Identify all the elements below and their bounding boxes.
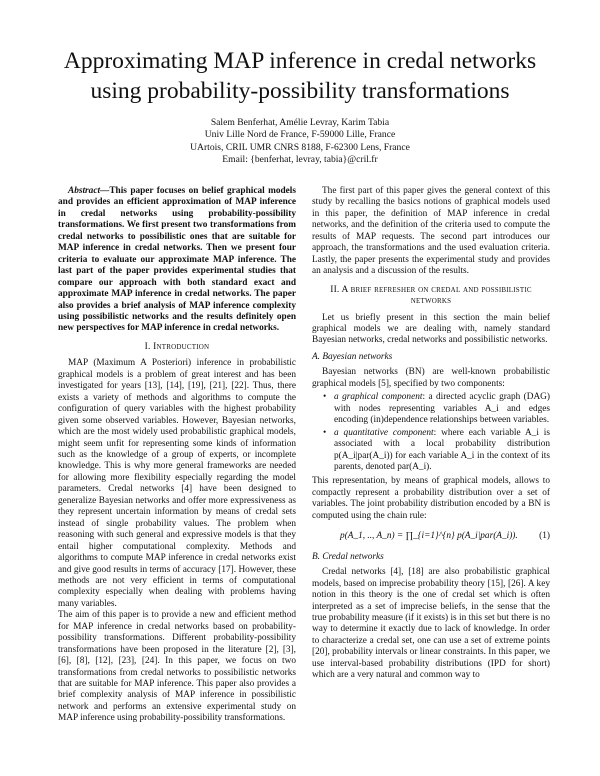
list-item-emphasis: a quantitative component: [334, 427, 434, 438]
equation-number: (1): [539, 531, 550, 542]
bayesian-paragraph: Bayesian networks (BN) are well-known probabilistic graphical models [5], specified by two components:: [312, 367, 550, 389]
list-item: [334, 392, 550, 426]
equation-formula: p(A_1, .., A_n) = ∏_{i=1}^{n} p(A_i|par(A_i)).: [340, 531, 518, 542]
abstract: [58, 186, 296, 335]
chain-rule-equation: [312, 531, 550, 542]
abstract-label: Abstract: [68, 186, 101, 196]
intro-paragraph-2: The aim of this paper is to provide a new and efficient method for MAP inference in credal networks based on probability-possibility transformations. Different probability-possibility transformations have been proposed in the literature [2], [3], [6], [8], [12], [23], [24]. In this paper, we focus on two transformations from credal networks to possibilistic networks that are suitable for MAP inference. This paper also provides a brief complexity analysis of MAP inference in possibilistic network and performs an extensive experimental study on MAP inference using probability-possibility transformations.: [58, 610, 296, 724]
author-email: Email: {benferhat, levray, tabia}@cril.fr: [222, 153, 378, 165]
author-block: [60, 117, 540, 166]
list-item-text: : where each variable A_i is associated with a local probability distribution p(A_i|par(A_i)) for each variable A_i in the context of its parents, denoted par(A_i).: [334, 427, 551, 472]
credal-paragraph: Credal networks [4], [18] are also probabilistic graphical models, based on imprecise probability theory [15], [26]. A key notion in this theory is the one of credal set which is often interpreted as a set of imprecise beliefs, in the sense that the true probability measure (if it exists) is in this set but there is no way to determine it exactly due to lack of knowledge. In order to characterize a credal set, one can use a set of extreme points [20], probability intervals or linear constraints. In this paper, we use interval-based probability distributions (IPD for short) which are a very natural and common way to: [312, 567, 550, 681]
intro-paragraph-1: MAP (Maximum A Posteriori) inference in probabilistic graphical models is a problem of great interest and has been investigated for years [13], [14], [19], [21], [22]. Thus, there exists a variety of methods and algorithms to compute the configuration of query variables with the highest probability given some observed variables. However, Bayesian networks, which are the most widely used probabilistic graphical models, might seem unfit for representing some kinds of information such as the knowledge of a group of experts, or incomplete knowledge. This is why more general frameworks are needed for allowing more flexibility especially regarding the model parameters. Credal networks [4] have been designed to generalize Bayesian networks and offer more expressiveness as they represent uncertain information by means of credal sets instead of single probability values. The problem when reasoning with such general and expressive models is that they entail higher computational complexity. Methods and algorithms to compute MAP inference in credal networks exist and give good results in terms of accuracy [17]. However, these methods are not very efficient in terms of computational complexity especially when dealing with problems having many variables.: [58, 358, 296, 609]
paper-title: [20, 46, 580, 106]
list-item: [334, 428, 550, 474]
list-item-text: : a directed acyclic graph (DAG) with nodes representing variables A_i and edges encoding (in)dependence relationships between variables.: [334, 392, 550, 426]
list-item-emphasis: a graphical component: [334, 392, 423, 403]
refresher-intro: Let us briefly present in this section the main belief graphical models we are dealing with, namely standard Bayesian networks, credal networks and possibilistic networks.: [312, 312, 550, 346]
abstract-text: —This paper focuses on belief graphical models and provides an efficient approximation of MAP inference in credal networks using probability-possibility transformations. We first present two transformations from credal networks to possibilistic ones that are suitable for MAP inference in credal networks. Then we present four criteria to evaluate our approximate MAP inference. The last part of the paper provides experimental studies that compare our approach with both standard exact and approximate MAP inference in credal networks. The paper also provides a brief analysis of MAP inference complexity using possibilistic networks and the results definitely open new perspectives for MAP inference in credal networks.: [58, 186, 296, 334]
left-column: [58, 186, 296, 725]
section-heading-refresher-line-2: networks: [410, 296, 452, 307]
affiliation-2: UArtois, CRIL UMR CNRS 8188, F-62300 Lens, France: [190, 141, 410, 153]
subsection-heading-bayesian: A. Bayesian networks: [312, 351, 393, 362]
affiliation-1: Univ Lille Nord de France, F-59000 Lille, France: [204, 129, 396, 141]
section-heading-introduction: I. Introduction: [144, 341, 210, 352]
intro-paragraph-3: The first part of this paper gives the general context of this study by recalling the basics notions of graphical models used in this paper, the definition of MAP inference in credal networks, and the definition of the criteria used to compute the results of MAP requests. The second part introduces our approach, the transformations and the used evaluation criteria. Lastly, the paper presents the experimental study and provides an analysis and a discussion of the results.: [312, 186, 550, 277]
title-line-1: Approximating MAP inference in credal networks: [63, 48, 537, 74]
title-line-2: using probability-possibility transformations: [90, 78, 510, 104]
bayesian-after-paragraph: This representation, by means of graphical models, allows to compactly represent a probability distribution over a set of variables. The joint probability distribution encoded by a BN is computed using the chain rule:: [312, 476, 550, 521]
bayesian-component-list: [312, 392, 550, 473]
section-heading-refresher: [312, 285, 550, 308]
section-heading-refresher-line-1: II. A brief refresher on credal and possibilistic: [330, 284, 532, 295]
author-names: Salem Benferhat, Amélie Levray, Karim Tabia: [210, 117, 390, 128]
right-column: [312, 186, 550, 682]
subsection-heading-credal: B. Credal networks: [312, 551, 384, 562]
